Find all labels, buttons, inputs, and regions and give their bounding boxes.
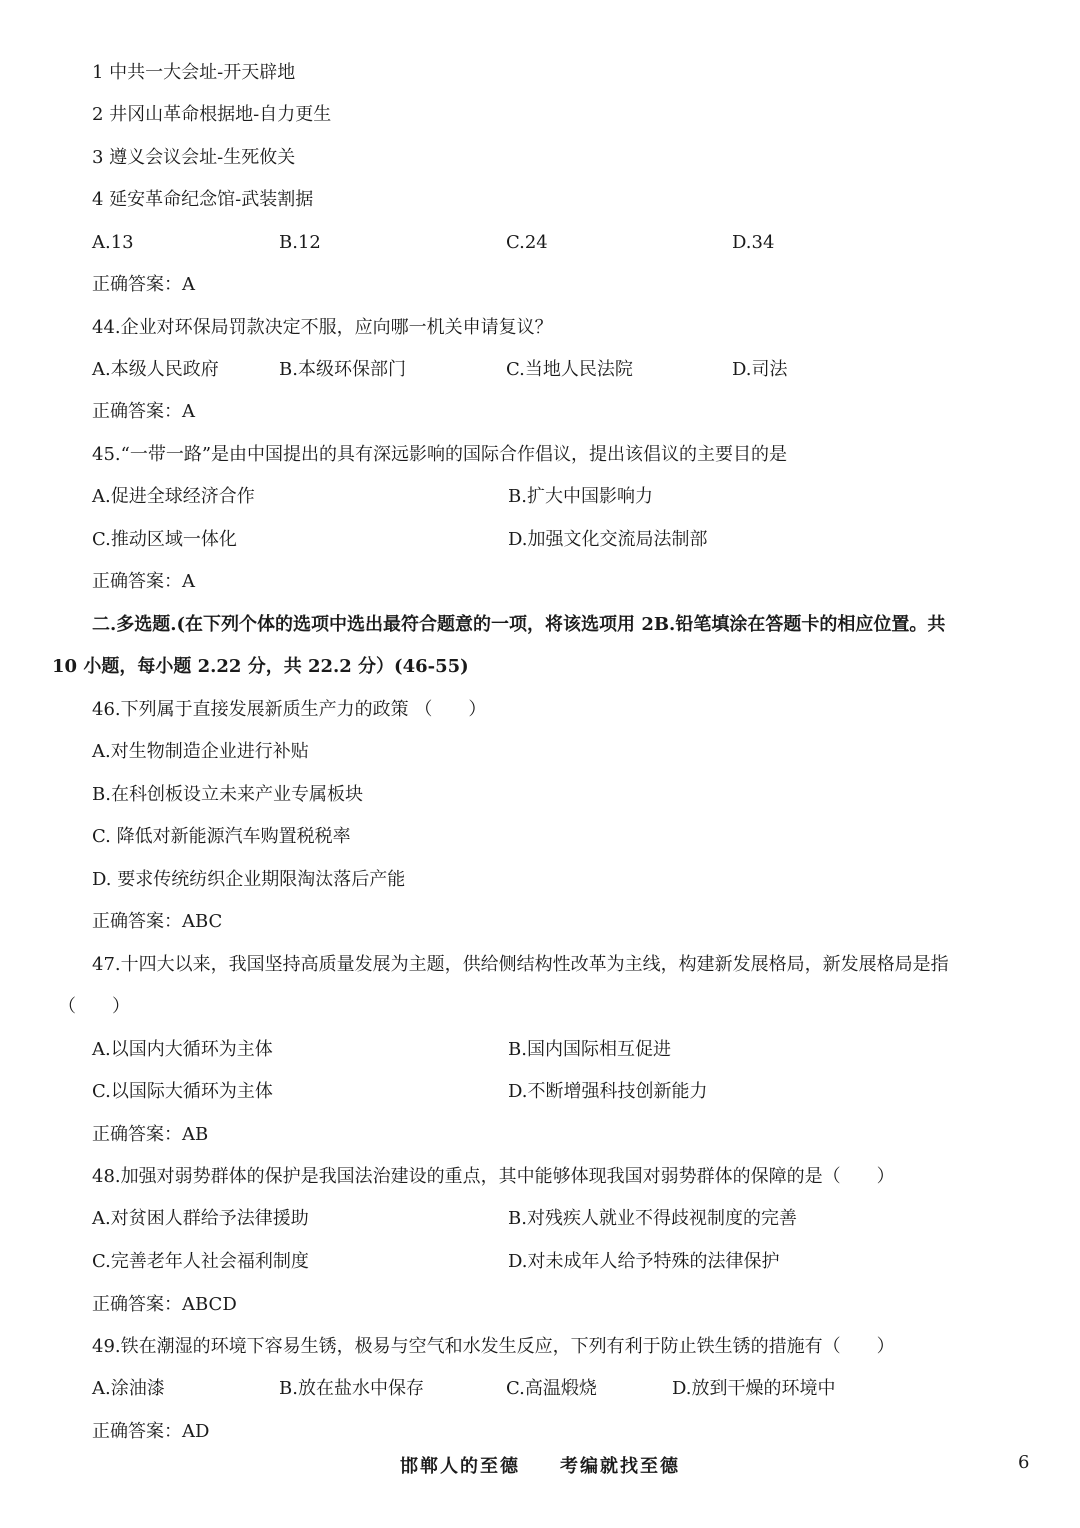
q46-option-b: B.在科创板设立未来产业专属板块 [92,784,363,805]
q43-option-c: C.24 [506,232,548,253]
q46-answer: 正确答案：ABC [92,911,223,932]
page-footer: 邯郸人的至德 考编就找至德 [400,1456,680,1477]
q45-option-c: C.推动区域一体化 [92,529,237,550]
q47-option-a: A.以国内大循环为主体 [92,1039,273,1060]
q44-option-d: D.司法 [732,359,788,380]
q48-question: 48.加强对弱势群体的保护是我国法治建设的重点，其中能够体现我国对弱势群体的保障的是（ ） [92,1166,895,1187]
q46-option-a: A.对生物制造企业进行补贴 [92,741,309,762]
q46-option-c: C. 降低对新能源汽车购置税税率 [92,826,351,847]
q47-question-cont: （ ） [58,996,130,1017]
q47-answer: 正确答案：AB [92,1124,209,1145]
q48-option-a: A.对贫困人群给予法律援助 [92,1208,309,1229]
q43-item: 2 井冈山革命根据地-自力更生 [92,104,332,125]
q49-answer: 正确答案：AD [92,1421,210,1442]
q47-question: 47.十四大以来，我国坚持高质量发展为主题，供给侧结构性改革为主线，构建新发展格局，新发展格局是指 [92,954,949,975]
section-heading: 二.多选题.(在下列个体的选项中选出最符合题意的一项，将该选项用 2B.铅笔填涂在答题卡的相应位置。共 [92,614,946,635]
q43-item: 3 遵义会议会址-生死攸关 [92,147,296,168]
q43-option-b: B.12 [279,232,321,253]
q44-option-b: B.本级环保部门 [279,359,406,380]
q49-option-b: B.放在盐水中保存 [279,1378,424,1399]
q43-option-a: A.13 [92,232,134,253]
q48-option-c: C.完善老年人社会福利制度 [92,1251,309,1272]
q47-option-b: B.国内国际相互促进 [508,1039,671,1060]
q44-question: 44.企业对环保局罚款决定不服，应向哪一机关申请复议？ [92,317,553,338]
q45-answer: 正确答案：A [92,571,195,592]
q49-option-a: A.涂油漆 [92,1378,165,1399]
q47-option-c: C.以国际大循环为主体 [92,1081,273,1102]
q47-option-d: D.不断增强科技创新能力 [508,1081,708,1102]
q48-option-d: D.对未成年人给予特殊的法律保护 [508,1251,780,1272]
q43-answer: 正确答案：A [92,274,195,295]
q44-option-c: C.当地人民法院 [506,359,633,380]
q44-option-a: A.本级人民政府 [92,359,219,380]
q45-option-a: A.促进全球经济合作 [92,486,255,507]
q46-question: 46.下列属于直接发展新质生产力的政策 （ ） [92,699,487,720]
q43-item: 1 中共一大会址-开天辟地 [92,62,296,83]
q49-option-c: C.高温煅烧 [506,1378,597,1399]
q44-answer: 正确答案：A [92,401,195,422]
q46-option-d: D. 要求传统纺织企业期限淘汰落后产能 [92,869,406,890]
q48-option-b: B.对残疾人就业不得歧视制度的完善 [508,1208,797,1229]
page-number: 6 [1018,1452,1030,1473]
q45-option-d: D.加强文化交流局法制部 [508,529,708,550]
q45-option-b: B.扩大中国影响力 [508,486,653,507]
q48-answer: 正确答案：ABCD [92,1294,237,1315]
q43-item: 4 延安革命纪念馆-武装割据 [92,189,314,210]
q49-question: 49.铁在潮湿的环境下容易生锈，极易与空气和水发生反应，下列有利于防止铁生锈的措施有（ ） [92,1336,895,1357]
q43-option-d: D.34 [732,232,775,253]
section-heading-cont: 10 小题，每小题 2.22 分，共 22.2 分）(46-55) [52,656,469,677]
q49-option-d: D.放到干燥的环境中 [672,1378,836,1399]
q45-question: 45.“一带一路”是由中国提出的具有深远影响的国际合作倡议，提出该倡议的主要目的是 [92,444,788,465]
